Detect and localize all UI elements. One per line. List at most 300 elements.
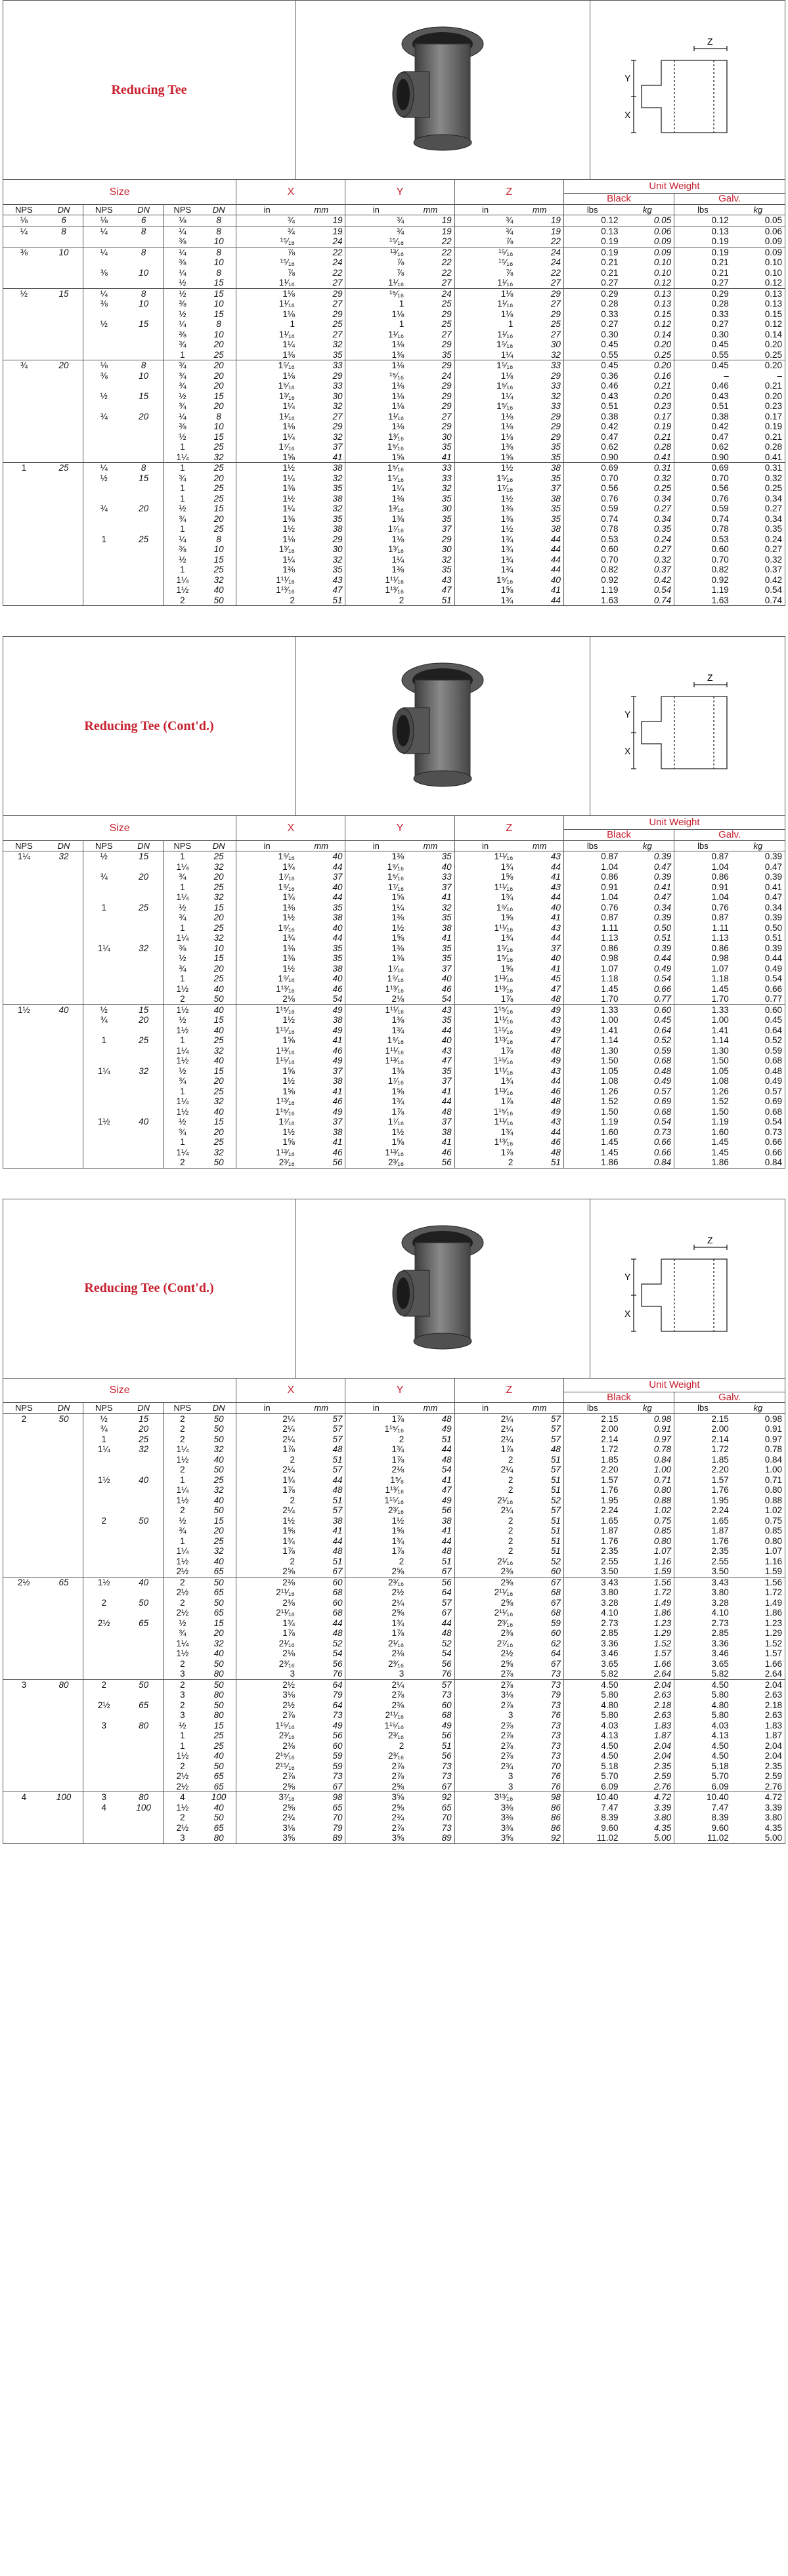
table-cell: 8 [202, 215, 236, 226]
table-cell: 60 [406, 1700, 454, 1711]
table-cell: 51 [406, 1556, 454, 1567]
table-cell: 1.18 [711, 974, 729, 983]
table-cell: 0.39 [764, 851, 782, 861]
table-cell: 44 [297, 1618, 345, 1629]
table-cell: 2.73 [601, 1618, 619, 1628]
table-cell: 50 [202, 1157, 236, 1168]
table-cell: 1¼ [391, 483, 405, 493]
table-cell: 1⅜ [282, 483, 295, 493]
table-cell: 20 [202, 401, 236, 412]
table-cell: 0.60 [711, 544, 729, 554]
table-cell: 1¾ [500, 544, 514, 554]
table-cell: 0.32 [621, 473, 674, 484]
table-cell: 0.76 [601, 493, 619, 504]
table-cell: 0.51 [621, 933, 674, 943]
table-cell: 67 [515, 1577, 563, 1587]
table-cell [45, 953, 83, 964]
table-cell: 59 [297, 1751, 345, 1761]
table-cell: 1.11 [712, 922, 729, 933]
table-row [3, 1516, 785, 1526]
table-cell: 44 [515, 534, 563, 545]
table-cell: 1 [180, 442, 185, 452]
table-cell: 0.27 [601, 319, 619, 329]
table-cell [3, 1076, 45, 1086]
table-cell: 1⅛ [391, 309, 405, 319]
table-cell: 20 [202, 1526, 236, 1536]
table-cell: ¾ [179, 1076, 186, 1086]
table-cell: 2.04 [621, 1751, 674, 1761]
table-cell: 1.60 [711, 1127, 729, 1137]
table-cell: 1⅝ [282, 452, 295, 462]
table-cell: 1½ [3, 1004, 45, 1015]
table-cell: 0.60 [621, 1004, 674, 1015]
table-cell: ⅛ [20, 215, 28, 225]
table-cell: ⅛ [179, 215, 186, 225]
table-cell: 1.14 [601, 1035, 619, 1045]
table-cell [45, 1127, 83, 1138]
table-row [3, 1046, 785, 1056]
table-cell: 1⅛ [282, 309, 295, 319]
table-cell [124, 1086, 163, 1097]
table-cell: 0.48 [621, 1066, 674, 1077]
table-cell [45, 381, 83, 391]
table-cell: 3⅝ [282, 1833, 295, 1843]
table-cell [124, 1823, 163, 1834]
table-cell [45, 1813, 83, 1823]
table-cell: 15 [202, 504, 236, 514]
table-cell [83, 1137, 125, 1148]
table-cell: ⅜ [179, 329, 186, 339]
table-row [3, 1546, 785, 1556]
table-cell: 43 [515, 1015, 563, 1025]
table-cell: 0.71 [764, 1474, 782, 1485]
product-photo [296, 1199, 590, 1378]
table-cell: 3.80 [711, 1587, 729, 1597]
table-cell: 1¼ [391, 554, 405, 565]
table-cell: 0.34 [764, 513, 782, 524]
table-row [3, 1710, 785, 1721]
table-cell: 1.52 [601, 1096, 619, 1106]
table-cell: 2¼ [282, 1424, 295, 1434]
table-cell: 1⅛ [391, 421, 405, 431]
table-cell [83, 381, 125, 391]
table-cell: 0.12 [601, 215, 619, 225]
table-cell: 2³⁄₁₆ [278, 1730, 295, 1740]
table-cell: 0.42 [764, 574, 782, 585]
table-cell [83, 882, 125, 893]
unit-label: in [454, 204, 515, 215]
table-cell: 68 [297, 1587, 345, 1598]
table-cell: 2.59 [764, 1771, 782, 1781]
table-cell [124, 1587, 163, 1598]
table-cell: 1¹⁵⁄₁₆ [384, 1720, 405, 1730]
table-cell: 40 [45, 1004, 83, 1015]
table-cell: 2 [180, 1413, 185, 1424]
table-cell: 49 [297, 1004, 345, 1015]
table-cell: 0.46 [601, 381, 619, 391]
table-cell: ½ [100, 1413, 108, 1424]
table-cell: 2⁷⁄₁₆ [496, 1638, 514, 1648]
table-cell: ⅞ [396, 267, 405, 278]
table-cell: 64 [297, 1679, 345, 1690]
table-cell: 1¹³⁄₁₆ [276, 1147, 295, 1157]
table-cell: 0.19 [674, 247, 732, 257]
table-cell: 25 [202, 350, 236, 360]
table-cell: 48 [297, 1628, 345, 1639]
section-spacer [0, 1169, 788, 1199]
table-cell: 0.45 [674, 360, 732, 371]
table-cell: 10 [202, 257, 236, 268]
table-cell [3, 1566, 45, 1577]
table-cell: 1¼ [282, 431, 295, 442]
table-cell: 2.63 [764, 1710, 782, 1720]
table-cell: 1⅜ [282, 349, 295, 360]
table-cell [3, 1015, 45, 1025]
table-cell: 24 [515, 257, 563, 268]
table-cell: 0.68 [764, 1106, 782, 1117]
table-cell [124, 1127, 163, 1138]
table-row [3, 1730, 785, 1741]
table-cell [124, 892, 163, 903]
table-cell [45, 1669, 83, 1679]
table-row [3, 1823, 785, 1834]
table-cell: ½ [179, 391, 186, 401]
table-cell: 1⁷⁄₁₆ [278, 442, 295, 452]
table-cell: 15 [202, 1066, 236, 1077]
table-cell [124, 483, 163, 494]
table-cell [3, 595, 45, 606]
table-cell: 0.50 [621, 923, 674, 934]
table-cell: 1 [101, 1035, 107, 1045]
z-header: Z [454, 180, 563, 204]
table-cell [45, 1741, 83, 1751]
table-row [3, 1096, 785, 1107]
table-cell: 1⅝ [391, 933, 405, 943]
table-cell [83, 309, 125, 320]
table-cell: 1.87 [621, 1730, 674, 1741]
table-cell: 3 [83, 1792, 125, 1803]
table-cell: 41 [297, 452, 345, 463]
table-cell [124, 974, 163, 984]
table-cell: 1¼ [18, 851, 30, 861]
table-cell: 20 [202, 473, 236, 484]
table-cell: 3 [180, 1669, 185, 1679]
table-cell: 59 [297, 1761, 345, 1772]
table-cell: 2⅝ [391, 1566, 405, 1576]
table-cell: 1¼ [176, 1546, 189, 1556]
table-cell [45, 1751, 83, 1761]
table-cell: 46 [297, 1046, 345, 1056]
table-cell [45, 412, 83, 422]
table-cell: 40 [515, 953, 563, 964]
table-cell: 57 [406, 1598, 454, 1608]
table-cell: 2¹⁄₁₆ [497, 1556, 514, 1566]
table-cell: 0.84 [621, 1455, 674, 1465]
table-cell: 65 [202, 1587, 236, 1598]
table-cell: 15 [202, 288, 236, 299]
table-cell: 1⅞ [391, 1413, 405, 1424]
table-cell: 40 [202, 1751, 236, 1761]
table-row [3, 1813, 785, 1823]
table-row [3, 1751, 785, 1761]
table-cell [124, 585, 163, 595]
diagram-x-label: X [624, 110, 631, 120]
table-cell: 1⅛ [282, 370, 295, 381]
table-cell: 40 [406, 1035, 454, 1046]
diagram-x-label: X [624, 746, 631, 756]
table-cell: 0.21 [601, 257, 619, 267]
table-cell: 20 [124, 1015, 163, 1025]
table-cell: 33 [515, 381, 563, 391]
table-cell: 73 [297, 1710, 345, 1721]
size-header: Size [3, 816, 236, 840]
table-cell: – [724, 370, 729, 381]
table-cell: 49 [297, 1107, 345, 1117]
section-title: Reducing Tee [3, 1, 296, 179]
table-cell: 0.39 [621, 943, 674, 954]
table-cell: 7.47 [711, 1802, 729, 1813]
table-cell: 56 [406, 1505, 454, 1516]
table-cell [124, 339, 163, 350]
table-cell: 8 [202, 226, 236, 236]
table-cell [124, 1148, 163, 1158]
table-cell: 38 [297, 1015, 345, 1025]
table-cell: 56 [406, 1751, 454, 1761]
table-cell: 1¹⁄₁₆ [278, 411, 295, 421]
table-cell [83, 565, 125, 575]
table-cell: 0.71 [621, 1475, 674, 1486]
table-cell: 1¾ [391, 1535, 405, 1546]
table-cell: ¾ [236, 226, 297, 236]
table-cell [3, 1424, 45, 1434]
table-cell: 50 [124, 1516, 163, 1526]
table-cell: 0.19 [621, 421, 674, 432]
table-row [3, 473, 785, 484]
table-cell [83, 585, 125, 595]
table-row [3, 1792, 785, 1803]
table-row [3, 1127, 785, 1138]
table-cell [3, 1046, 45, 1056]
table-cell: 44 [297, 862, 345, 872]
table-cell: 33 [297, 381, 345, 391]
table-cell: 2¹⁵⁄₁₆ [275, 1761, 295, 1771]
table-cell: 2.24 [711, 1505, 729, 1515]
table-cell: 1⅝ [282, 1137, 295, 1147]
table-cell: 46 [406, 1148, 454, 1158]
table-cell: 2½ [97, 1700, 110, 1710]
table-cell [45, 1639, 83, 1649]
table-cell [3, 1086, 45, 1097]
table-cell: 1¾ [500, 554, 514, 565]
table-cell: 1.45 [601, 1137, 619, 1147]
table-cell: 15 [202, 1117, 236, 1127]
table-cell: ⅜ [179, 257, 186, 267]
table-cell: 4.13 [601, 1730, 619, 1740]
table-cell [45, 565, 83, 575]
table-cell: 50 [45, 1413, 83, 1424]
table-cell [124, 1076, 163, 1086]
table-cell: 52 [297, 1639, 345, 1649]
table-cell: 22 [297, 268, 345, 278]
table-cell: 1¾ [391, 1618, 405, 1628]
table-row [3, 288, 785, 299]
table-cell: 1.50 [601, 1106, 619, 1117]
table-cell: 50 [124, 1679, 163, 1690]
table-cell: 0.32 [764, 473, 782, 483]
table-row [3, 215, 785, 226]
table-cell: 1.45 [711, 1147, 729, 1157]
table-cell: ½ [163, 288, 202, 299]
table-row [3, 1137, 785, 1148]
table-cell: 51 [406, 595, 454, 606]
table-cell: 43 [515, 1066, 563, 1077]
table-cell [45, 473, 83, 484]
table-cell: 1⁹⁄₁₆ [387, 974, 405, 983]
table-cell: 1¼ [176, 1096, 189, 1106]
table-cell: 1⁷⁄₁₆ [496, 483, 514, 493]
table-cell: 1 [101, 534, 107, 544]
table-cell [124, 421, 163, 432]
table-cell: 1½ [282, 1015, 295, 1025]
table-cell: 3 [290, 1669, 295, 1679]
table-cell: 70 [406, 1813, 454, 1823]
table-cell [3, 1556, 45, 1567]
table-cell [3, 1455, 45, 1465]
table-cell: 20 [202, 381, 236, 391]
table-cell: 1½ [500, 493, 514, 504]
table-cell: 1.30 [601, 1045, 619, 1056]
table-cell: 80 [124, 1792, 163, 1803]
table-cell: 0.27 [621, 504, 674, 514]
table-cell: 2 [180, 1505, 185, 1515]
table-cell: 10 [124, 371, 163, 381]
table-cell: 1 [180, 1474, 185, 1485]
table-cell: 49 [297, 1025, 345, 1036]
table-cell: 1.29 [764, 1628, 782, 1638]
table-cell: 1¼ [282, 401, 295, 411]
table-cell: 1.65 [711, 1515, 729, 1526]
table-cell [124, 984, 163, 995]
unit-label: mm [297, 1403, 345, 1414]
table-cell: 3 [180, 1710, 185, 1720]
table-cell: 1 [180, 483, 185, 493]
table-cell: 1.83 [764, 1720, 782, 1730]
table-cell [124, 1495, 163, 1506]
table-cell: 2 [180, 1813, 185, 1822]
table-row [3, 1536, 785, 1547]
table-cell: 20 [124, 412, 163, 422]
table-cell [83, 1710, 125, 1721]
table-cell: 44 [297, 933, 345, 943]
table-cell: 2⅝ [282, 1781, 295, 1792]
table-cell: 1.45 [601, 983, 619, 994]
section-title: Reducing Tee (Cont'd.) [3, 1199, 296, 1378]
table-cell: 0.30 [601, 329, 619, 339]
table-cell [45, 933, 83, 943]
table-cell: 2⅞ [282, 1771, 295, 1781]
table-cell: 8 [124, 247, 163, 257]
table-cell [45, 1434, 83, 1445]
table-cell: 29 [515, 421, 563, 432]
table-cell: 2.04 [732, 1679, 785, 1690]
table-cell: 1¾ [391, 1025, 405, 1035]
table-cell [83, 442, 125, 452]
unit-label: lbs [674, 204, 732, 215]
table-cell: 0.41 [764, 452, 782, 462]
table-row [3, 421, 785, 432]
table-cell: 92 [406, 1792, 454, 1803]
table-cell: 1⁵⁄₁₆ [387, 442, 405, 452]
table-cell: 1.16 [764, 1556, 782, 1566]
table-cell: 25 [202, 483, 236, 494]
table-cell: 1¾ [282, 892, 295, 902]
table-cell: ¾ [179, 1628, 186, 1638]
table-cell: ¾ [179, 370, 186, 381]
table-cell [83, 974, 125, 984]
table-cell: 73 [297, 1771, 345, 1782]
table-cell [45, 1107, 83, 1117]
table-cell: 67 [297, 1782, 345, 1792]
table-cell: 60 [515, 1566, 563, 1577]
table-cell: 32 [297, 473, 345, 484]
table-cell [45, 892, 83, 903]
table-cell: 1½ [391, 922, 405, 933]
table-cell [124, 1669, 163, 1679]
table-cell [3, 1628, 45, 1639]
unit-label: DN [45, 840, 83, 851]
table-cell [3, 544, 45, 555]
table-cell: 3.50 [711, 1566, 729, 1576]
table-cell [3, 882, 45, 893]
table-cell: 25 [202, 1741, 236, 1751]
table-cell [3, 1157, 45, 1168]
table-cell: 29 [406, 381, 454, 391]
table-cell: 51 [515, 1526, 563, 1536]
table-cell: 2 [180, 994, 185, 1004]
table-cell: 48 [297, 1485, 345, 1495]
table-row [3, 381, 785, 391]
table-cell [3, 1598, 45, 1608]
table-cell [45, 1015, 83, 1025]
table-cell [83, 421, 125, 432]
table-cell: 0.57 [764, 1086, 782, 1096]
table-cell: 0.39 [764, 943, 782, 953]
table-cell: 1 [399, 299, 405, 309]
table-cell: 1⅝ [391, 1137, 405, 1147]
table-cell: 0.17 [764, 411, 782, 421]
table-cell [83, 339, 125, 350]
unit-label: in [345, 204, 406, 215]
section-header [3, 1199, 785, 1379]
galv-header: Galv. [674, 194, 785, 205]
table-cell: 0.75 [764, 1515, 782, 1526]
table-cell: 1¹³⁄₁₆ [385, 983, 405, 994]
table-cell: 1.05 [601, 1065, 619, 1076]
table-cell: 29 [406, 421, 454, 432]
table-cell: 25 [202, 923, 236, 934]
table-cell: 1⅝ [282, 1035, 295, 1045]
table-cell: 1⁵⁄₁₆ [496, 943, 514, 953]
table-cell: 2⅞ [500, 1669, 514, 1679]
table-cell: 19 [297, 226, 345, 236]
table-cell: 27 [406, 330, 454, 340]
table-row [3, 595, 785, 606]
table-cell: 2.20 [711, 1465, 729, 1474]
table-cell [3, 585, 45, 595]
table-cell: 32 [202, 1096, 236, 1107]
table-cell: 25 [124, 1434, 163, 1445]
table-cell [45, 1761, 83, 1772]
